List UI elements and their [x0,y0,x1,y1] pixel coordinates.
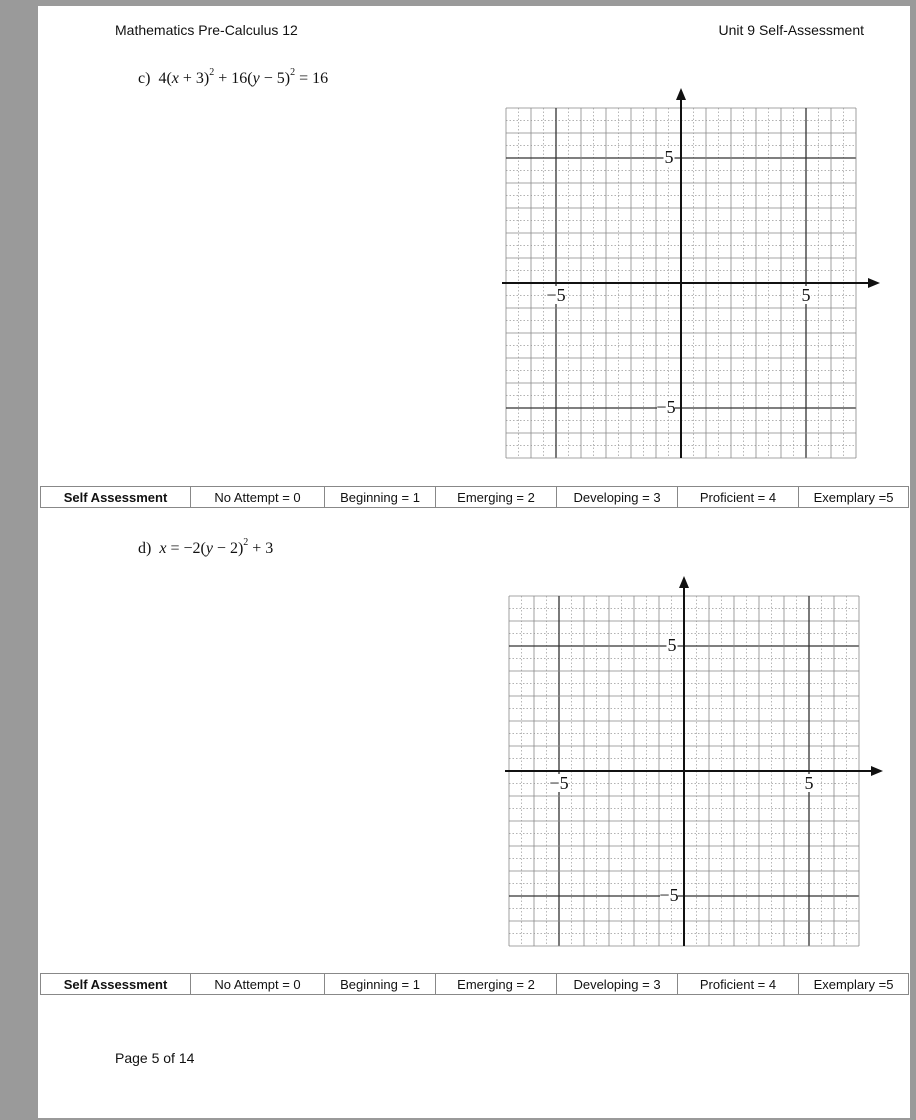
x-tick-label-left: −5 [546,285,566,305]
level-proficient[interactable]: Proficient = 4 [678,487,799,508]
self-assessment-label: Self Assessment [41,974,191,995]
problem-label: d) [138,540,152,557]
coordinate-grid-d[interactable] [505,580,889,954]
y-axis-arrow [676,88,686,100]
coordinate-grid-c[interactable] [502,92,886,466]
level-emerging[interactable]: Emerging = 2 [436,487,557,508]
y-tick-label-top: 5 [667,635,677,655]
x-axis-arrow [871,766,883,776]
level-exemplary[interactable]: Exemplary =5 [799,974,909,995]
level-beginning[interactable]: Beginning = 1 [325,974,436,995]
page-number: Page 5 of 14 [115,1050,195,1066]
x-tick-label-right: 5 [801,285,811,305]
x-tick-label-right: 5 [804,773,814,793]
level-exemplary[interactable]: Exemplary =5 [799,487,909,508]
problem-d [138,537,274,558]
x-tick-label-left: −5 [549,773,569,793]
level-developing[interactable]: Developing = 3 [557,487,678,508]
y-tick-label-top: 5 [664,147,674,167]
level-proficient[interactable]: Proficient = 4 [678,974,799,995]
self-assessment-row-c [40,486,909,508]
equation: $x = -2(y - 2)^2 + 3$ [159,537,274,557]
self-assessment-row-d [40,973,909,995]
worksheet-page [38,6,910,1118]
level-no-attempt[interactable]: No Attempt = 0 [191,974,325,995]
x-axis-arrow [868,278,880,288]
level-emerging[interactable]: Emerging = 2 [436,974,557,995]
problem-c [138,67,329,88]
self-assessment-label: Self Assessment [41,487,191,508]
unit-title: Unit 9 Self-Assessment [718,22,864,38]
y-tick-label-bottom: −5 [659,885,679,905]
problem-label: c) [138,70,151,87]
course-title: Mathematics Pre-Calculus 12 [115,22,298,38]
y-tick-label-bottom: −5 [656,397,676,417]
level-beginning[interactable]: Beginning = 1 [325,487,436,508]
level-no-attempt[interactable]: No Attempt = 0 [191,487,325,508]
y-axis-arrow [679,576,689,588]
equation: $4(x + 3)^2 + 16(y - 5)^2 = 16$ [158,67,329,87]
level-developing[interactable]: Developing = 3 [557,974,678,995]
